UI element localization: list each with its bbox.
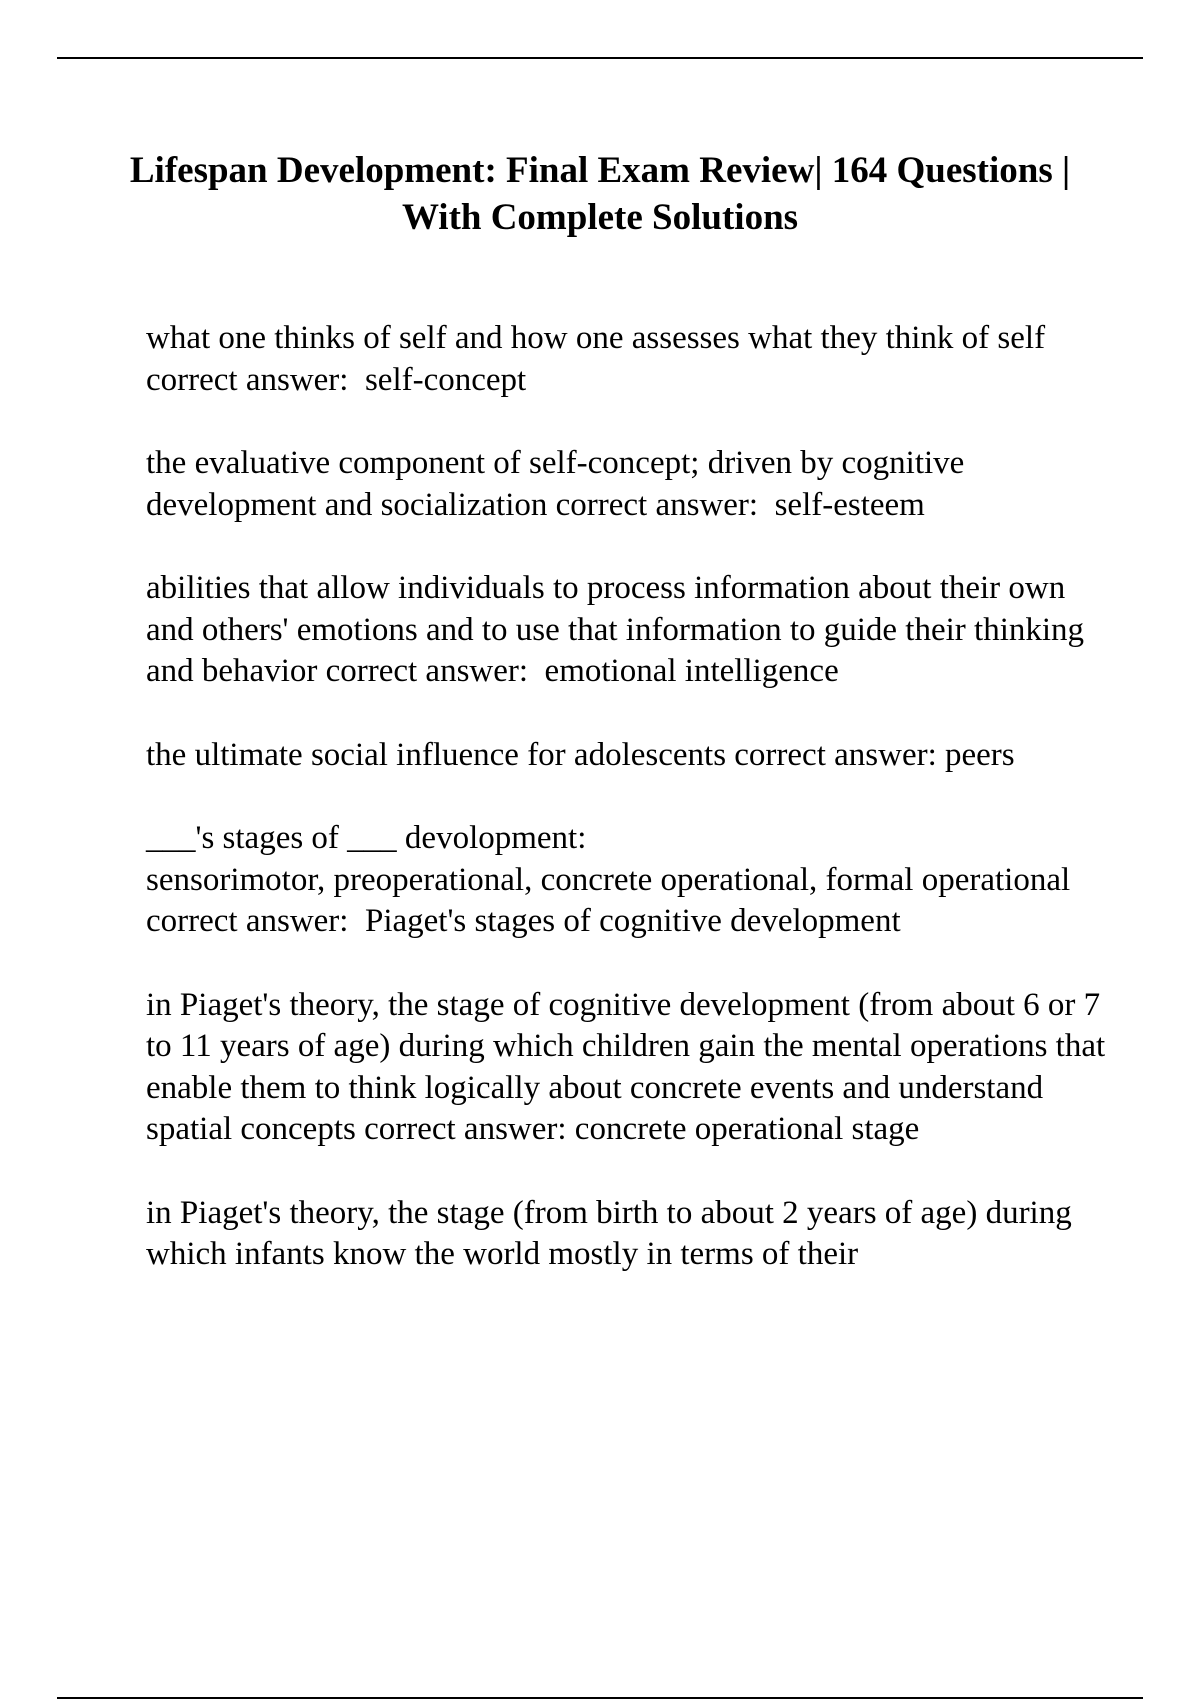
- qa-entry-7: in Piaget's theory, the stage (from birth to about 2 years of age) during which infants know the world mostly in terms of their: [146, 1194, 1080, 1272]
- qa-entry-3: abilities that allow individuals to process information about their own and others' emotions and to use that information to guide their thinking and behavior correct answer: emotional intelligence: [146, 570, 1093, 689]
- document-title: Lifespan Development: Final Exam Review| 164 Questions | With Complete Solutions: [129, 150, 1071, 238]
- header-rule: [57, 57, 1143, 59]
- qa-entry-5: ___'s stages of ___ devolopment: sensorimotor, preoperational, concrete operational, formal operational correct answer: Piaget's stages of cognitive development: [146, 820, 1071, 939]
- qa-entry-2: the evaluative component of self-concept; driven by cognitive development and socialization correct answer: self-esteem: [146, 445, 973, 523]
- qa-entry-4: the ultimate social influence for adolescents correct answer: peers: [146, 736, 1015, 773]
- document-body: [146, 318, 1114, 1318]
- footer-rule: [57, 1697, 1143, 1699]
- qa-entry-6: in Piaget's theory, the stage of cognitive development (from about 6 or 7 to 11 years of age) during which children gain the mental operations that enable them to think logically about concrete events and understand spatial concepts correct answer: concrete operational stage: [146, 986, 1114, 1147]
- qa-entry-1: what one thinks of self and how one assesses what they think of self correct answer: self-concept: [146, 320, 1054, 398]
